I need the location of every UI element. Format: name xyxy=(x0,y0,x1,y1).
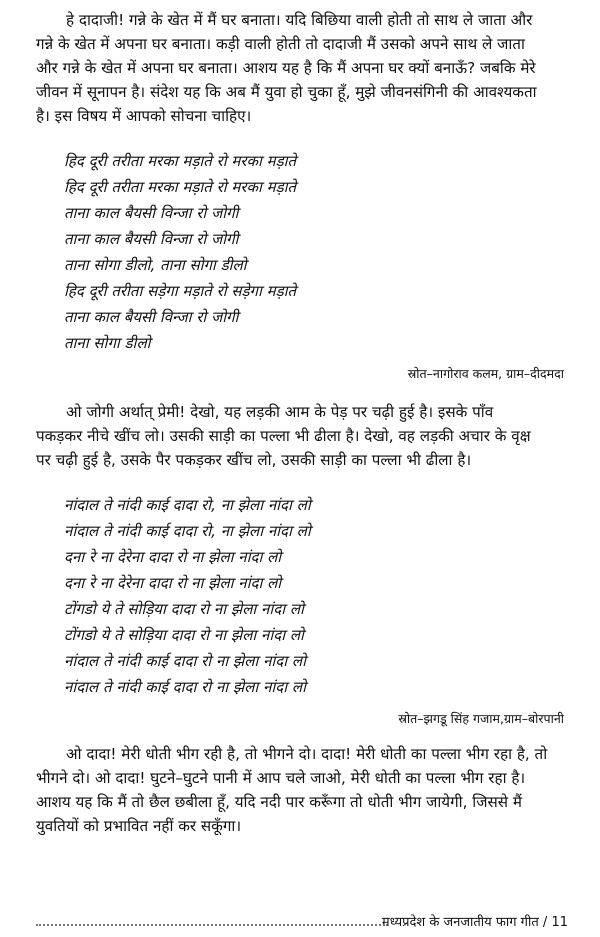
running-title: मध्यप्रदेश के जनजातीय फाग गीत xyxy=(381,915,539,930)
source-credit-1: स्रोत–नागोराव कलम, ग्राम–दीदमदा xyxy=(407,366,564,381)
source-credit-2: स्रोत–झगडू सिंह गजाम,ग्राम–बोरपानी xyxy=(398,711,564,726)
verse-line: ताना काल बैयसी विन्जा रो जोगी xyxy=(64,230,239,248)
paragraph-line: पकड़कर नीचे खींच लो। उसकी साड़ी का पल्ला भी ढीला है। देखो, वह लड़की अचार के वृक्ष xyxy=(36,427,531,445)
paragraph-line: जीवन में सूनापन है। संदेश यह कि अब मैं युवा हो चुका हूँ, मुझे जीवनसंगिनी की आवश्यकता xyxy=(36,83,537,101)
verse-2 xyxy=(64,492,311,700)
verse-line: ताना सोगा डीलो, ताना सोगा डीलो xyxy=(64,256,247,274)
verse-1 xyxy=(64,148,296,356)
verse-line: हिद दूरी तरीता सड़ेगा मड़ाते रो सड़ेगा मड़ाते xyxy=(64,282,297,300)
verse-line: नांदाल ते नांदी काई दादा रो ना झेला नांदा लो xyxy=(64,678,306,696)
paragraph-line: गन्ने के खेत में अपना घर बनाता। कड़ी वाली होती तो दादाजी मैं उसको अपने साथ ले जाता xyxy=(36,35,525,53)
paragraph-line: ओ दादा! मेरी धोती भीग रही है, तो भीगने दो। दादा! मेरी धोती का पल्ला भीग रहा है, तो xyxy=(66,745,548,763)
verse-line: टोंगडो ये ते सोड़िया दादा रो ना झेला नांदा लो xyxy=(64,626,304,644)
paragraph-3 xyxy=(36,742,564,838)
verse-line: दना रे ना देरेना दादा रो ना झेला नांदा लो xyxy=(64,548,282,566)
verse-line: नांदाल ते नांदी काई दादा रो ना झेला नांदा लो xyxy=(64,652,306,670)
verse-line: ताना काल बैयसी विन्जा रो जोगी xyxy=(64,308,239,326)
paragraph-line: भीगने दो। ओ दादा! घुटने–घुटने पानी में आप चले जाओ, मेरी धोती का पल्ला भीग रहा है। xyxy=(36,769,526,787)
verse-line: हिद दूरी तरीता मरका मड़ाते रो मरका मड़ाते xyxy=(64,178,297,196)
verse-line: ताना काल बैयसी विन्जा रो जोगी xyxy=(64,204,239,222)
page-number: 11 xyxy=(551,915,568,930)
verse-line: हिद दूरी तरीता मरका मड़ाते रो मरका मड़ाते xyxy=(64,152,297,170)
paragraph-line: है। इस विषय में आपको सोचना चाहिए। xyxy=(36,107,252,125)
verse-line: टोंगडो ये ते सोड़िया दादा रो ना झेला नांदा लो xyxy=(64,600,304,618)
page-footer xyxy=(382,912,568,930)
verse-line: दना रे ना देरेना दादा रो ना झेला नांदा लो xyxy=(64,574,282,592)
paragraph-line: ओ जोगी अर्थात् प्रेमी! देखो, यह लड़की आम के पेड़ पर चढ़ी हुई है। इसके पाँव xyxy=(66,403,494,421)
paragraph-1 xyxy=(36,8,564,128)
paragraph-line: और गन्ने के खेत में अपना घर बनाता। आशय यह है कि मैं अपना घर क्यों बनाऊँ? जबकि मेरे xyxy=(36,59,536,77)
paragraph-2 xyxy=(36,400,564,472)
verse-line: ताना सोगा डीलो xyxy=(64,334,151,352)
paragraph-line: युवतियों को प्रभावित नहीं कर सकूँगा। xyxy=(36,817,242,835)
paragraph-line: हे दादाजी! गन्ने के खेत में मैं घर बनाता। यदि बिछिया वाली होती तो साथ ले जाता और xyxy=(66,11,533,29)
verse-line: नांदाल ते नांदी काई दादा रो, ना झेला नांदा लो xyxy=(64,522,311,540)
verse-line: नांदाल ते नांदी काई दादा रो, ना झेला नांदा लो xyxy=(64,496,311,514)
paragraph-line: आशय यह कि मैं तो छैल छबीला हूँ, यदि नदी पार करूँगा तो धोती भीग जायेगी, जिससे मैं xyxy=(36,793,522,811)
footer-separator: / xyxy=(542,915,548,930)
paragraph-line: पर चढ़ी हुई है, उसके पैर पकड़कर खींच लो, उसकी साड़ी का पल्ला भी ढीला है। xyxy=(36,451,472,469)
footer-dotted-rule xyxy=(36,924,388,926)
